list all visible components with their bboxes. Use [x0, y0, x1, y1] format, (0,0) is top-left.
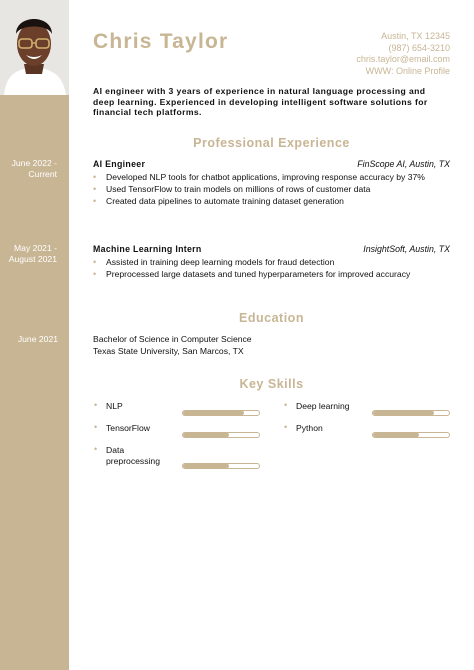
experience-heading: Professional Experience	[193, 136, 350, 150]
profile-photo	[0, 0, 69, 95]
skill-bar-fill	[183, 411, 244, 415]
education-degree: Bachelor of Science in Computer Science	[93, 334, 252, 344]
skill-bar-data-preprocessing	[182, 463, 260, 469]
list-item	[93, 184, 448, 194]
skill-label: TensorFlow	[106, 423, 150, 433]
bullet-icon: •	[93, 183, 97, 194]
skill-bar-tensorflow	[182, 432, 260, 438]
candidate-name: Chris Taylor	[93, 30, 229, 53]
experience-date-1: June 2022 - Current	[11, 158, 57, 179]
bullet-text: Assisted in training deep learning models for fraud detection	[106, 257, 335, 267]
skill-label: Deep learning	[296, 401, 350, 411]
list-item	[93, 172, 448, 182]
skill-bar-fill	[183, 433, 229, 437]
job-title-2: Machine Learning Intern	[93, 244, 202, 254]
bullet-icon: •	[94, 400, 98, 410]
job-title-1: AI Engineer	[93, 159, 146, 169]
list-item	[93, 257, 448, 267]
education-school: Texas State University, San Marcos, TX	[93, 346, 244, 356]
contact-website[interactable]: WWW: Online Profile	[365, 65, 450, 76]
skills-heading: Key Skills	[239, 377, 304, 391]
bullet-text: Used TensorFlow to train models on millions of rows of customer data	[106, 183, 371, 194]
skill-bar-python	[372, 432, 450, 438]
sidebar	[0, 95, 69, 670]
contact-info	[356, 31, 450, 77]
job-company-2: InsightSoft, Austin, TX	[363, 244, 450, 254]
bullet-icon: •	[94, 422, 98, 432]
job-bullets-1	[93, 172, 448, 207]
contact-address: Austin, TX 12345	[381, 31, 450, 41]
bullet-icon: •	[93, 195, 97, 206]
list-item	[93, 269, 448, 279]
skill-tensorflow	[94, 422, 150, 434]
skill-bar-fill	[183, 464, 229, 468]
skill-label: Python	[296, 423, 323, 433]
job-company-1: FinScope AI, Austin, TX	[357, 159, 450, 169]
bullet-text: Developed NLP tools for chatbot applications, improving response accuracy by 37%	[106, 172, 425, 182]
skill-nlp	[94, 400, 123, 412]
bullet-text: Preprocessed large datasets and tuned hyperparameters for improved accuracy	[106, 268, 411, 279]
avatar	[0, 0, 69, 95]
skill-bar-fill	[373, 411, 434, 415]
skill-bar-nlp	[182, 410, 260, 416]
bullet-icon: •	[93, 257, 97, 267]
bullet-icon: •	[284, 422, 288, 432]
skill-bar-fill	[373, 433, 419, 437]
skill-label: NLP	[106, 401, 123, 411]
skill-bar-deep-learning	[372, 410, 450, 416]
skill-label: Data preprocessing	[106, 445, 160, 466]
contact-phone: (987) 654-3210	[388, 42, 450, 53]
education-date: June 2021	[17, 334, 58, 344]
job-bullets-2	[93, 257, 448, 281]
skill-data-preprocessing	[94, 444, 176, 466]
bullet-icon: •	[93, 268, 97, 279]
list-item	[93, 196, 448, 206]
summary: AI engineer with 3 years of experience in natural language processing and deep learning. Experienced in developing intelligent software solutions for financial tech platforms.	[93, 86, 428, 117]
education-heading: Education	[239, 311, 304, 325]
contact-email[interactable]: chris.taylor@email.com	[356, 54, 450, 64]
bullet-icon: •	[94, 444, 98, 454]
experience-date-2: May 2021 - August 2021	[8, 243, 57, 264]
bullet-icon: •	[93, 172, 97, 182]
bullet-icon: •	[284, 400, 288, 410]
skill-python	[284, 422, 323, 434]
skill-deep-learning	[284, 400, 350, 412]
bullet-text: Created data pipelines to automate training dataset generation	[106, 195, 344, 206]
